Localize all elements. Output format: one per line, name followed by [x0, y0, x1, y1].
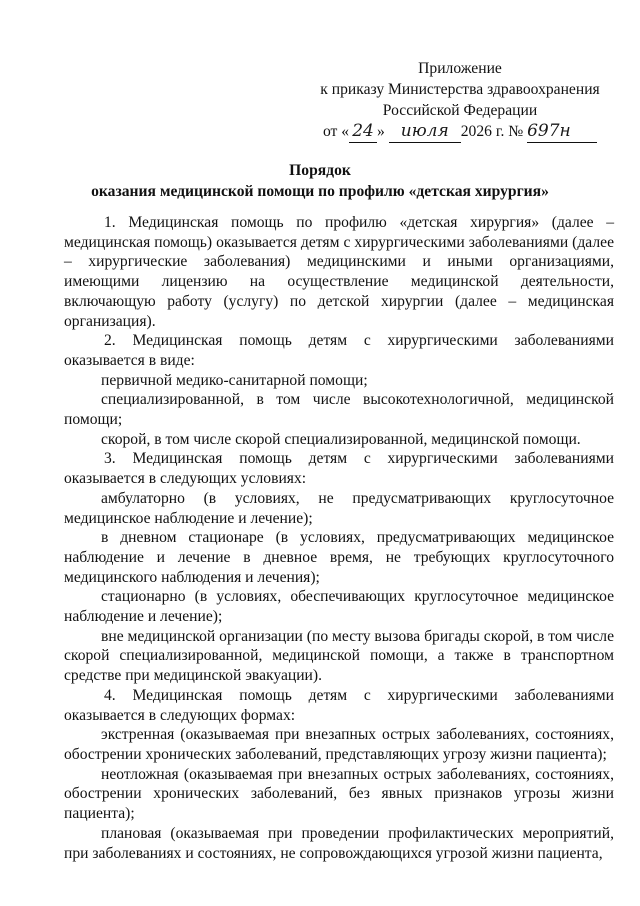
paragraph-1: 1. Медицинская помощь по профилю «детская хирургия» (далее – медицинская помощь) оказывается детям с хирургическими заболеваниями (далее – хирургические заболевания) медицинскими и иными организациями, имеющими лицензию на осуществление медицинской деятельности, включающую работу (услугу) по детской хирургии (далее – медицинская организация). [64, 214, 614, 330]
list-item: вне медицинской организации (по месту вызова бригады скорой, в том числе скорой специализированной, медицинской помощи, а также в транспортном средстве при медицинской эвакуации). [64, 627, 614, 685]
list-item: первичной медико-санитарной помощи; [101, 371, 368, 389]
paragraph-3: 3. Медицинская помощь детям с хирургическими заболеваниями оказывается в следующих условиях: [64, 450, 614, 488]
handwritten-day: 24 [352, 121, 374, 141]
date-month-field [389, 121, 461, 143]
date-day-field [349, 121, 377, 143]
header-line-order: к приказу Министерства здравоохранения [320, 81, 600, 98]
list-item: экстренная (оказываемая при внезапных острых заболеваниях, состояниях, обострении хронических заболеваний, представляющих угрозу жизни пациента); [64, 726, 614, 763]
handwritten-month: июля [400, 121, 449, 141]
list-item: в дневном стационаре (в условиях, предусматривающих медицинское наблюдение и лечение в дневное время, не требующих круглосуточного медицинского наблюдения и лечения); [64, 529, 614, 586]
header-line-appendix: Приложение [418, 60, 502, 77]
paragraph-2: 2. Медицинская помощь детям с хирургическими заболеваниями оказывается в виде: [64, 332, 614, 369]
header-date-line [300, 121, 620, 143]
handwritten-order-number: 697н [527, 121, 571, 141]
document-subtitle: оказания медицинской помощи по профилю «детская хирургия» [91, 183, 549, 200]
paragraph-4: 4. Медицинская помощь детям с хирургическими заболеваниями оказывается в следующих формах: [64, 686, 614, 724]
list-item: специализированной, в том числе высокотехнологичной, медицинской помощи; [64, 391, 614, 429]
order-number-field [527, 121, 597, 143]
list-item: плановая (оказываемая при проведении профилактических мероприятий, при заболеваниях и состояниях, не сопровождающихся угрозой жизни пациента, [64, 824, 614, 862]
document-title: Порядок [289, 162, 351, 179]
appendix-header [300, 58, 620, 143]
date-prefix: от « [322, 123, 350, 140]
header-line-country: Российской Федерации [382, 102, 538, 119]
document-body [64, 213, 614, 863]
list-item: скорой, в том числе скорой специализированной, медицинской помощи. [101, 430, 581, 448]
list-item: амбулаторно (в условиях, не предусматривающих круглосуточное медицинское наблюдение и лечение); [64, 489, 614, 527]
list-item: неотложная (оказываемая при внезапных острых заболеваниях, состояниях, обострении хронических заболеваний, без явных признаков угрозы жизни пациента); [64, 765, 614, 823]
list-item: стационарно (в условиях, обеспечивающих круглосуточное медицинское наблюдение и лечение); [64, 588, 614, 626]
date-mid: » [377, 123, 385, 140]
date-year-text: 2026 г. № [460, 123, 524, 140]
